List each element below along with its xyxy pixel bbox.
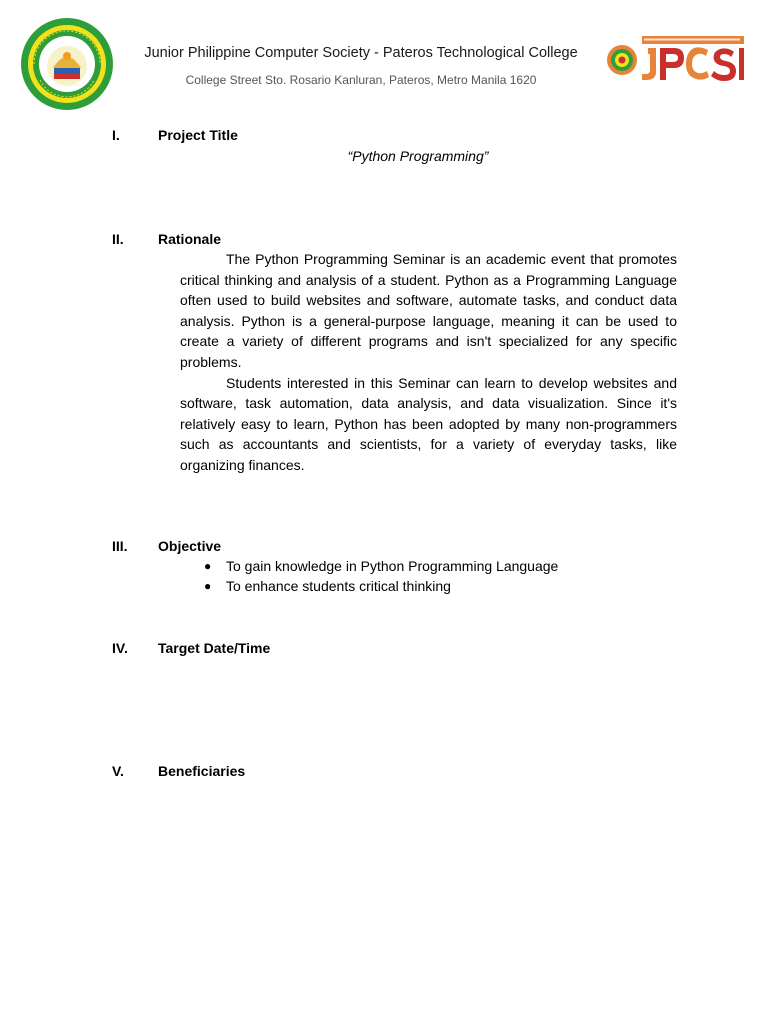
organization-address: College Street Sto. Rosario Kanluran, Pateros, Metro Manila 1620: [185, 73, 537, 87]
pateros-technological-college-seal-icon: [20, 16, 114, 112]
section-heading: [112, 761, 682, 781]
section-target-date: [112, 638, 682, 658]
section-title: Objective: [158, 538, 222, 554]
section-heading: [112, 229, 682, 249]
list-item: [204, 576, 682, 596]
section-heading: [112, 125, 682, 145]
jpcs-logo-icon: [604, 34, 746, 84]
section-beneficiaries: [112, 761, 682, 781]
section-title: Rationale: [158, 231, 222, 247]
section-rationale: [112, 229, 682, 476]
objective-list: [204, 556, 682, 596]
section-heading: [112, 638, 682, 658]
section-heading: [112, 536, 682, 556]
section-objective: [112, 536, 682, 596]
section-title: Beneficiaries: [158, 763, 246, 779]
section-title: Project Title: [158, 127, 238, 143]
rationale-body: [180, 249, 677, 476]
objective-text: To enhance students critical thinking: [226, 578, 451, 594]
list-item: [204, 556, 682, 576]
project-name: “Python Programming”: [347, 148, 489, 164]
bullet-icon: ●: [204, 559, 212, 573]
rationale-paragraph: The Python Programming Seminar is an academic event that promotes critical thinking and analysis of a student. Python as a Programming Language often used to build websites and software, automate tasks, and conduct data analysis. Python is a general-purpose language, meaning it can be used to create a variety of different programs and isn't specialized for any specific problems.: [180, 251, 677, 370]
bullet-icon: ●: [204, 579, 212, 593]
section-title: Target Date/Time: [158, 640, 271, 656]
section-project-title: [112, 125, 682, 164]
rationale-paragraph: Students interested in this Seminar can learn to develop websites and software, task automation, data analysis, and data visualization. Since it's relatively easy to learn, Python has been adopted by many non-programmers such as accountants and scientists, for a variety of everyday tasks, like organizing finances.: [180, 374, 677, 473]
section-number: IV.: [112, 640, 128, 656]
section-number: II.: [112, 231, 124, 247]
objective-text: To gain knowledge in Python Programming Language: [226, 558, 559, 574]
organization-name: Junior Philippine Computer Society - Pateros Technological College: [144, 45, 578, 61]
section-number: III.: [112, 538, 128, 554]
section-number: V.: [112, 763, 124, 779]
section-number: I.: [112, 127, 120, 143]
